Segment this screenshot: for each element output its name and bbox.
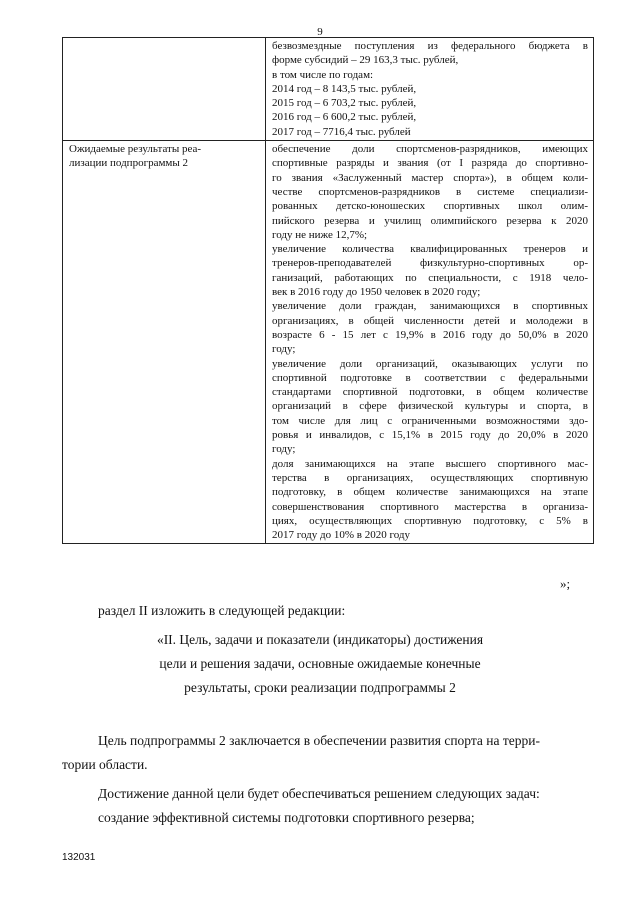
table-row-funding [63, 38, 594, 141]
result-line: честве спортсменов-разрядников в системе специализи- [272, 185, 588, 198]
intro-paragraph: раздел II изложить в следующей редакции: [98, 603, 346, 618]
body-line: Цель подпрограммы 2 заключается в обеспечении развития спорта на терри- [98, 733, 541, 748]
body-line: Достижение данной цели будет обеспечиваться решением следующих задач: [98, 786, 540, 801]
result-line: увеличение доли организаций, оказывающих услуги по [272, 357, 588, 370]
result-line: спортивной подготовке в соответствии с федеральными [272, 371, 588, 384]
funding-line: 2016 год – 6 600,2 тыс. рублей, [272, 111, 417, 124]
result-line: том числе для лиц с ограниченными возможностями здо- [272, 414, 588, 427]
label-line: лизации подпрограммы 2 [69, 157, 189, 170]
result-line: совершенствования спортивного мастерства в организа- [272, 500, 588, 513]
table-row-expected-results [63, 141, 594, 544]
result-line: спортивные разряды и звания (от I разряда до спортивно- [272, 157, 588, 170]
result-line: увеличение доли граждан, занимающихся в спортивных [272, 300, 588, 313]
result-line: терства в организациях, осуществляющих спортивную [272, 471, 588, 484]
body-line: создание эффективной системы подготовки спортивного резерва; [98, 810, 475, 825]
document-number: 132031 [62, 852, 96, 863]
result-line: рованных детско-юношеских спортивных школ олим- [272, 200, 588, 213]
result-line: го звания «Заслуженный мастер спорта»), в общем коли- [272, 171, 588, 184]
result-line: 2017 году до 10% в 2020 году [272, 529, 410, 542]
result-line: тренеров-преподавателей физкультурно-спортивных ор- [272, 257, 588, 270]
page-number: 9 [317, 26, 323, 38]
closing-quote: »; [560, 576, 571, 591]
body-line: тории области. [62, 757, 148, 772]
funding-line: форме субсидий – 29 163,3 тыс. рублей, [272, 54, 459, 67]
section-heading-line: «II. Цель, задачи и показатели (индикаторы) достижения [156, 632, 484, 647]
funding-line: безвозмездные поступления из федерального бюджета в [272, 40, 588, 52]
funding-line: 2017 год – 7716,4 тыс. рублей [272, 125, 411, 138]
result-line: организаций в сфере физической культуры и спорта, в [272, 400, 588, 413]
subprogram-passport-table [62, 37, 594, 544]
funding-line: в том числе по годам: [272, 68, 374, 81]
section-heading-line: результаты, сроки реализации подпрограммы 2 [184, 680, 456, 695]
result-line: ровья и инвалидов, с 15,1% в 2015 году до 20,0% в 2020 [272, 429, 588, 442]
result-line: году; [272, 343, 296, 356]
result-line: обеспечение доли спортсменов-разрядников, имеющих [272, 143, 588, 156]
result-line: организациях, в общей численности детей и молодежи в [272, 314, 588, 327]
result-line: году не ниже 12,7%; [272, 228, 368, 241]
funding-value-cell [266, 38, 594, 141]
result-line: увеличение количества квалифицированных тренеров и [272, 243, 588, 256]
funding-label-cell [63, 38, 266, 141]
funding-line: 2015 год – 6 703,2 тыс. рублей, [272, 97, 417, 110]
result-line: пийского резерва и училищ олимпийского резерва к 2020 [272, 214, 588, 227]
result-line: возрасте 6 - 15 лет с 19,9% в 2016 году до 50,0% в 2020 [272, 328, 588, 341]
funding-line: 2014 год – 8 143,5 тыс. рублей, [272, 82, 417, 95]
result-line: году; [272, 443, 296, 456]
result-line: подготовку, в общем количестве занимающихся на этапе [272, 486, 588, 499]
section-heading-line: цели и решения задачи, основные ожидаемые конечные [159, 656, 481, 671]
result-line: доля занимающихся на этапе высшего спортивного мас- [272, 457, 588, 470]
label-line: Ожидаемые результаты реа- [69, 143, 202, 156]
result-line: циях, осуществляющих спортивную подготовку, с 5% в [272, 514, 588, 527]
result-line: ганизаций, работающих по специальности, с 1918 чело- [272, 271, 588, 284]
result-line: век в 2016 году до 1950 человек в 2020 году; [272, 286, 481, 299]
expected-results-label-cell [63, 141, 266, 544]
result-line: стандартами спортивной подготовки, в общем количестве [272, 386, 588, 399]
expected-results-value-cell [266, 141, 594, 544]
